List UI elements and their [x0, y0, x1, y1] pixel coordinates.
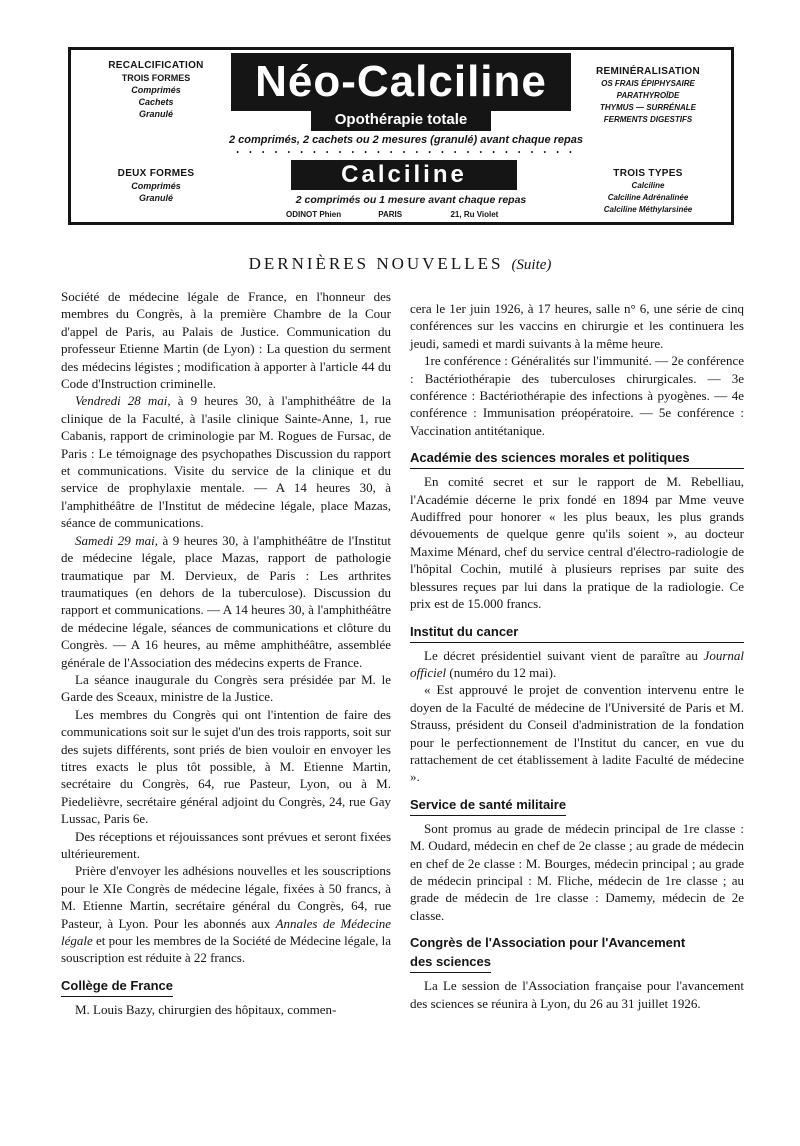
- ad-maker: ODINOT Phien: [286, 210, 342, 219]
- ad-right-item: PARATHYROÏDE: [616, 91, 680, 100]
- ad-right-item: OS FRAIS ÉPIPHYSAIRE: [601, 79, 695, 88]
- ad-address: [286, 210, 556, 219]
- paragraph: Société de médecine légale de France, en l'honneur des membres du Congrès, à la première Chambre de la Cour d'appel de Paris, au Palais de Justice. Communication du professeur Etienne Martin (de Lyon) : La question du serment des médecins légistes ; modification à apporter à l'article 44 du Code d'Instruction criminelle.: [61, 289, 391, 392]
- ad-dosage-1: 2 comprimés, 2 cachets ou 2 mesures (granulé) avant chaque repas: [229, 134, 583, 146]
- ad-left-bottom: [81, 168, 231, 204]
- ad-dots: • • • • • • • • • • • • • • • • • • • • • • • • • • •: [236, 148, 576, 157]
- paragraph-text: Prière d'envoyer les adhésions nouvelles et les souscriptions pour le XIe Congrès de médecine légale, fixées à 50 francs, à M. Etienne Martin, secrétaire général du Congrès, 64, rue Pasteur, à Lyon. Pour les abonnés aux: [61, 863, 391, 931]
- section-heading-congres-2: des sciences: [410, 953, 491, 973]
- paragraph: Sont promus au grade de médecin principal de 1re classe : M. Oudard, médecin en chef de 2e classe ; au grade de médecin en chef de 2e classe : M. Bourges, médecin principal ; au grade de médecin principal : M. Fliche, médecin de 1re classe ; au grade de médecin de 1re classe : Damemy, médecin de 2e classe.: [410, 820, 744, 923]
- paragraph-text: (numéro du 12 mai).: [446, 664, 557, 680]
- ad-left-item: Comprimés: [131, 181, 181, 191]
- paragraph: 1re conférence : Généralités sur l'immunité. — 2e conférence : Bactériothérapie des tuberculoses chirurgicales. — 3e conférence : Bactériothérapie des infections à pyogènes. — 4e conférence : Immunisation préopératoire. — 5e conférence : Vaccination antitétanique.: [410, 353, 744, 438]
- ad-left-item: Granulé: [138, 193, 173, 203]
- paragraph: [61, 392, 391, 531]
- page-title-text: DERNIÈRES NOUVELLES: [248, 254, 504, 273]
- paragraph: [61, 532, 391, 671]
- section-heading-congres: Congrès de l'Association pour l'Avancement: [410, 935, 686, 951]
- section-heading-cancer: Institut du cancer: [410, 623, 744, 643]
- left-column: [61, 288, 391, 1018]
- section-heading-sante: Service de santé militaire: [410, 796, 566, 816]
- ad-left-bottom-heading: DEUX FORMES: [117, 168, 195, 179]
- paragraph: M. Louis Bazy, chirurgien des hôpitaux, commen-: [75, 1001, 337, 1017]
- paragraph: [410, 647, 744, 682]
- ad-street: 21, Ru Violet: [450, 210, 499, 219]
- ad-right-item: THYMUS — SURRÉNALE: [599, 103, 696, 112]
- paragraph: En comité secret et sur le rapport de M. Rebelliau, l'Académie décerne le prix fondé en 1894 par Mme veuve Audiffred pour honorer « les plus beaux, les plus grands dévouements de quelque genre qu'ils soient », au docteur Maxime Ménard, chef du service central d'électro-radiologie de l'hôpital Cochin, mutilé à plusieurs reprises par suite des blessures reçues par lui dans la pratique de la radiologie. Ce prix est de 15.000 francs.: [410, 474, 744, 612]
- date-label: Vendredi 28 mai,: [75, 393, 171, 409]
- page-title: [0, 254, 800, 274]
- ad-right-item: Calciline Méthylarsinée: [603, 205, 693, 214]
- ad-right-bottom-heading: TROIS TYPES: [613, 168, 683, 179]
- paragraph: Des réceptions et réjouissances sont prévues et seront fixées ultérieurement.: [61, 828, 391, 861]
- page-title-suite: (Suite): [511, 257, 552, 273]
- ad-brand-name: Néo-Calciline: [231, 53, 571, 111]
- ad-left-item: Comprimés: [131, 85, 181, 95]
- ad-brand-2: Calciline: [291, 160, 517, 190]
- ad-left-top: [81, 60, 231, 120]
- ad-right-bottom: [573, 168, 723, 216]
- paragraph-text: à 9 heures 30, à l'amphithéâtre de la clinique de la Faculté, à l'asile clinique Sainte-Anne, 1, rue Cabanis, rapport de criminologie par M. Rogues de Fursac, de Paris : Le témoignage des psychopathes Discussion du rapport et communications. Visite du service de la clinique et du service de prophylaxie mentale. — A 14 heures 30, à l'amphithéâtre de l'Institut de médecine légale, place Mazas, séance de communications.: [61, 393, 391, 531]
- ad-right-item: Calciline Adrénalinée: [607, 193, 689, 202]
- paragraph: [61, 862, 391, 966]
- ad-brand: [231, 53, 571, 131]
- paragraph: cera le 1er juin 1926, à 17 heures, salle n° 6, une série de cinq conférences sur les vaccins en chirurgie et les continuera les jeudi, samedi et mardi suivants à la même heure.: [410, 301, 744, 351]
- ad-right-top: [573, 66, 723, 126]
- ad-left-top-heading: RECALCIFICATION: [108, 60, 204, 71]
- section-heading-academie: Académie des sciences morales et politiques: [410, 449, 744, 469]
- ad-left-item: Granulé: [138, 109, 173, 119]
- ad-right-item: Calciline: [631, 181, 665, 190]
- advertisement-box: [68, 47, 734, 225]
- ad-city: PARIS: [378, 210, 403, 219]
- paragraph-text: Le décret présidentiel suivant vient de paraître au: [424, 647, 704, 663]
- paragraph: La Le session de l'Association française pour l'avancement des sciences se réunira à Lyon, du 26 au 31 juillet 1926.: [410, 978, 744, 1011]
- ad-right-top-heading: REMINÉRALISATION: [595, 66, 701, 77]
- journal-title: Annales de Médecine légale: [61, 915, 391, 949]
- paragraph-text: et pour les membres de la Société de Médecine légale, la souscription est réduite à 22 francs.: [61, 933, 391, 966]
- journal-title: Journal officiel: [410, 647, 744, 680]
- paragraph: « Est approuvé le projet de convention intervenu entre le doyen de la Faculté de médecine de l'Université de Paris et M. Strauss, président du Conseil d'administration de la fondation pour le perfectionnement de l'Institut du cancer, en vue du rattachement de cet établissement à ladite Faculté de médecine ».: [410, 682, 744, 785]
- paragraph: La séance inaugurale du Congrès sera présidée par M. le Garde des Sceaux, ministre de la Justice.: [61, 671, 391, 705]
- ad-tagline: Opothérapie totale: [311, 109, 491, 131]
- paragraph-text: à 9 heures 30, à l'amphithéâtre de l'Institut de médecine légale, place Mazas, rapport de pathologie traumatique par M. Dervieux, de Paris : Les arthrites traumatiques (en dehors de la tuberculose). Discussion du rapport et communications. — A 14 heures 30, à l'amphithéâtre de médecine légale, séances de communications et clôture du Congrès. — A 16 heures, au même amphithéâtre, assemblée générale de l'Association des médecins experts de France.: [61, 532, 391, 670]
- ad-left-top-sub: TROIS FORMES: [121, 73, 191, 83]
- right-column: [410, 300, 744, 1012]
- date-label: Samedi 29 mai,: [75, 532, 158, 548]
- ad-right-item: FERMENTS DIGESTIFS: [603, 115, 693, 124]
- ad-dosage-2: 2 comprimés ou 1 mesure avant chaque repas: [295, 194, 527, 206]
- section-heading-college: Collège de France: [61, 977, 173, 997]
- ad-left-item: Cachets: [138, 97, 174, 107]
- paragraph: Les membres du Congrès qui ont l'intention de faire des communications soit sur le sujet d'un des trois rapports, soit sur des sujets différents, sont priés de bien vouloir en envoyer les titres exacts le plus tôt possible, à M. Etienne Martin, secrétaire du Congrès, 64, rue Pasteur, Lyon, ou à M. Piedelièvre, secrétaire général adjoint du Congrès, 24, rue Gay Lussac, Paris 6e.: [61, 706, 391, 827]
